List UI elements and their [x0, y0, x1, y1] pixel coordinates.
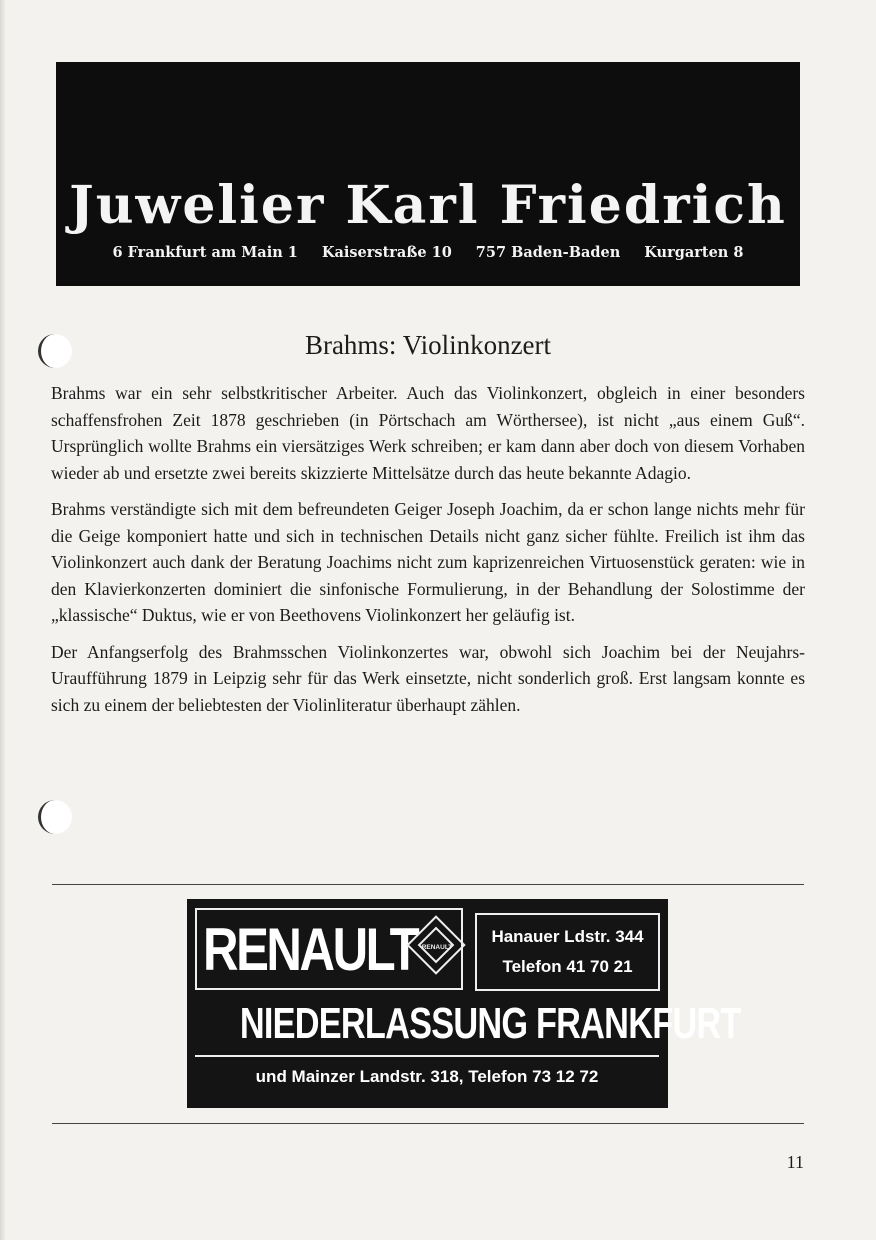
- article-paragraph-2: Brahms verständigte sich mit dem befreundeten Geiger Joseph Joachim, da er schon lange nichts mehr für die Geige komponiert hatte und sich in technischen Details nicht ganz sicher fühlte. Freilich ist ihm das Violinkonzert auch dank der Beratung Joachims nicht zum kaprizenreichen Virtuosenstück geraten: wie in den Klavierkonzerten dominiert die sinfonische Formulierung, in der Behandlung der Solostimme der „klassische“ Duktus, wie er von Beethovens Violinkonzert her geläufig ist.: [51, 499, 805, 625]
- jeweler-address-kurgarten: Kurgarten 8: [644, 244, 744, 261]
- article-body: [51, 380, 805, 728]
- renault-brand-name: RENAULT: [203, 916, 418, 983]
- jeweler-advertisement: [56, 62, 800, 286]
- article-title: Brahms: Violinkonzert: [304, 330, 552, 360]
- jeweler-address-frankfurt: 6 Frankfurt am Main 1: [112, 244, 298, 261]
- article-paragraph-3: Der Anfangserfolg des Brahmsschen Violinkonzertes war, obwohl sich Joachim bei der Neujahrs-Uraufführung 1879 in Leipzig sehr für das Werk einsetzte, nicht sonderlich groß. Erst langsam konnte es sich zu einem der beliebtesten der Violinliteratur überhaupt zählen.: [51, 641, 805, 715]
- renault-logo-label: RENAULT: [421, 944, 453, 951]
- renault-address-box: [475, 913, 660, 991]
- renault-second-address: und Mainzer Landstr. 318, Telefon 73 12 72: [255, 1067, 599, 1086]
- jeweler-address-street: Kaiserstraße 10: [321, 244, 452, 261]
- renault-branch-name: NIEDERLASSUNG FRANKFURT: [239, 999, 741, 1048]
- jeweler-name: Juwelier Karl Friedrich: [69, 175, 787, 236]
- punch-hole-bottom: [38, 800, 72, 834]
- renault-address-line-1: Hanauer Ldstr. 344: [491, 927, 644, 946]
- renault-address-line-2: Telefon 41 70 21: [502, 957, 633, 976]
- jeweler-addresses: [56, 244, 800, 261]
- renault-advertisement: [187, 899, 741, 1108]
- article-paragraph-1: Brahms war ein sehr selbstkritischer Arbeiter. Auch das Violinkonzert, obgleich in einer besonders schaffensfrohen Zeit 1878 geschrieben (in Pörtschach am Wörthersee), ist nicht „aus einem Guß“. Ursprünglich wollte Brahms ein viersätziges Werk schreiben; er kam dann aber doch von diesem Vorhaben wieder ab und ersetzte zwei bereits skizzierte Mittelsätze durch das heute bekannte Adagio.: [51, 383, 805, 483]
- page-edge: [0, 0, 6, 1240]
- divider-bottom: [52, 1123, 804, 1124]
- page-number: 11: [786, 1152, 804, 1172]
- divider-top: [52, 884, 804, 885]
- renault-second-address-bar: [195, 1055, 659, 1097]
- jeweler-address-baden: 757 Baden-Baden: [475, 244, 621, 261]
- renault-brand-box: [195, 908, 463, 990]
